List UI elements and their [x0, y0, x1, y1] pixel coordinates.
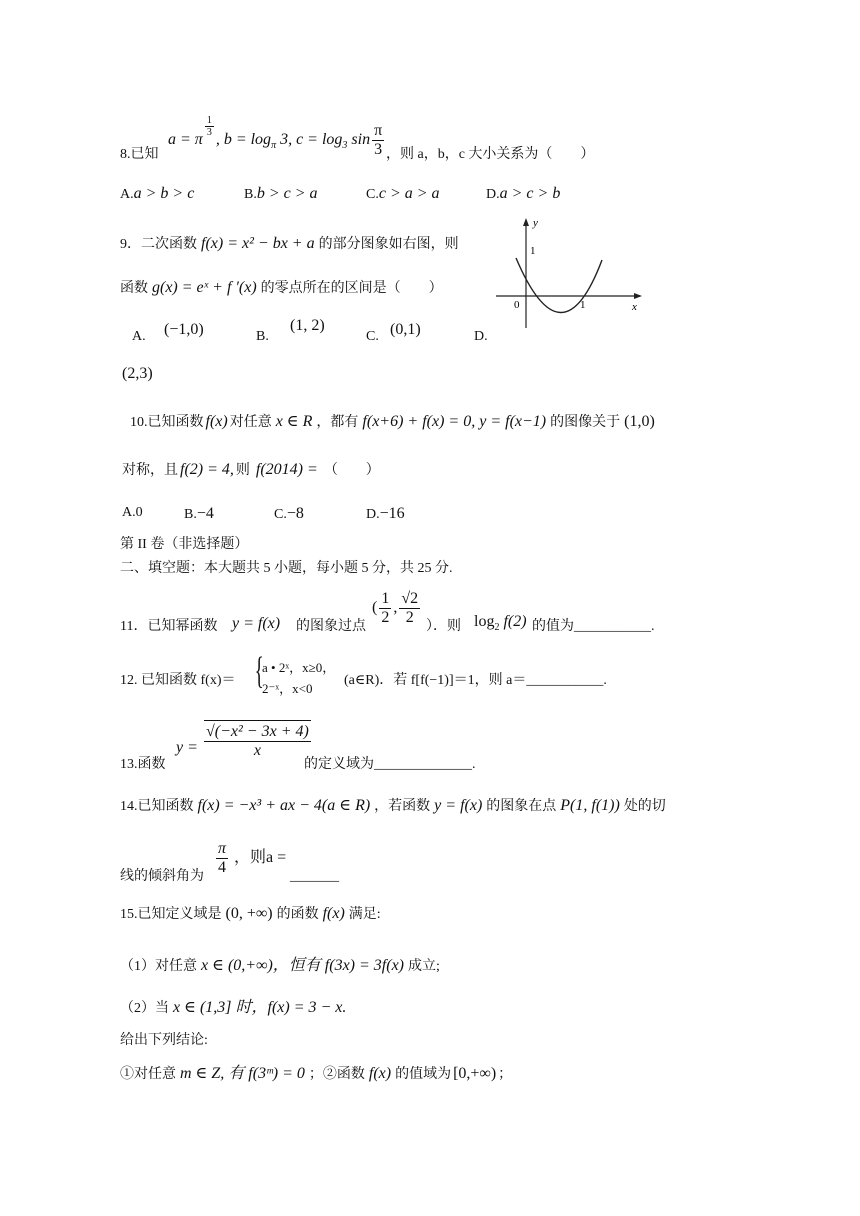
q8-expression: a = π $^{\frac{1}{3}}$ , $b = \log_\pi 3$, $c = \log_3 \sin$ $\frac{\pi}{3}$	[168, 114, 383, 158]
q9-option-d-value: (2,3)	[122, 365, 153, 382]
q12-brace: {	[254, 650, 264, 692]
q12-piecewise: a • 2ˣ，x≥0， 2⁻ˣ，x<0	[262, 660, 336, 696]
q9-option-b[interactable]: B.	[256, 329, 269, 344]
q10-line1: 10.已知函数 f(x) 对任意 x ∈ R ，都有 f(x+6) + f(x) = 0, y = f(x−1) 的图像关于 (1,0)	[130, 413, 655, 430]
q9-line1: 9．二次函数 f(x) = x² − bx + a 的部分图象如右图，则	[120, 235, 459, 252]
graph-y-label: y	[533, 217, 538, 229]
q15-results: ①对任意 m ∈ Z, 有 f(3ᵐ) = 0 ；②函数 f(x) 的值域为 [0,+∞) ；	[120, 1065, 513, 1082]
q10-option-b[interactable]: B.−4	[184, 505, 214, 522]
graph-tick-x: 1	[580, 299, 586, 311]
q9-option-c[interactable]: C.	[366, 329, 379, 344]
q9-option-c-value: (0,1)	[390, 321, 421, 338]
q9-number: 9．二次函数	[120, 237, 197, 252]
q9-option-a-value: (−1,0)	[164, 321, 204, 338]
q14-function: f(x) = −x³ + ax − 4(a ∈ R)	[197, 797, 371, 814]
q15-condition1: （1）对任意 x ∈ (0,+∞)，恒有 f(3x) = 3f(x) 成立;	[120, 957, 440, 974]
q9-line2: 函数 g(x) = eˣ + f ′(x) 的零点所在的区间是（ ）	[120, 279, 443, 296]
q13-fraction: $\frac{\text{√(−x² − 3x + 4)}}{x}$	[204, 720, 311, 759]
q8-option-d[interactable]: D.a > c > b	[486, 185, 561, 202]
q14-line1: 14.已知函数 f(x) = −x³ + ax − 4(a ∈ R) ，若函数 y = f(x) 的图象在点 P(1, f(1)) 处的切	[120, 797, 666, 814]
q15-condition2: （2）当 x ∈ (1,3] 时，f(x) = 3 − x.	[120, 999, 347, 1016]
graph-x-label: x	[632, 301, 637, 313]
graph-origin: 0	[514, 299, 520, 311]
q14-answer-blank[interactable]: _______	[290, 869, 339, 884]
graph-y-arrow	[523, 218, 529, 226]
section-title: 第 II 卷（非选择题）	[120, 537, 249, 552]
graph-tick-y: 1	[530, 245, 536, 257]
q8-option-a[interactable]: A.a > b > c	[120, 185, 195, 202]
q8-option-c[interactable]: C.c > a > a	[366, 185, 440, 202]
q9-g-function: g(x) = eˣ + f ′(x)	[152, 279, 257, 296]
q10-line2: 对称，且 f(2) = 4, 则 f(2014) = （ ）	[122, 461, 380, 478]
q9-quadratic: f(x) = x² − bx + a	[201, 235, 315, 252]
graph-parabola	[516, 258, 602, 313]
q9-option-d[interactable]: D.	[474, 329, 488, 344]
q10-option-a[interactable]: A.0	[122, 505, 143, 520]
q9-option-a[interactable]: A.	[132, 329, 146, 344]
q11-point: ( $\frac{1}{2}$ , $\frac{√2}{2}$	[372, 590, 419, 626]
q10-option-d[interactable]: D.−16	[366, 505, 405, 522]
q9-option-b-value: (1, 2)	[290, 317, 325, 334]
q8-question-tail: ，则 a，b，c 大小关系为（ ）	[386, 147, 595, 162]
q8-option-b[interactable]: B.b > c > a	[244, 185, 318, 202]
q10-condition: f(x+6) + f(x) = 0, y = f(x−1)	[362, 413, 547, 430]
q10-option-c[interactable]: C.−8	[274, 505, 304, 522]
q9-parabola-graph	[492, 212, 652, 332]
section-subtitle: 二、填空题：本大题共 5 小题，每小题 5 分，共 25 分.	[120, 561, 453, 576]
q15-line1: 15.已知定义域是 (0, +∞) 的函数 f(x) 满足:	[120, 905, 381, 922]
q8-label: 8.已知	[120, 147, 159, 162]
graph-x-arrow	[634, 293, 642, 299]
q15-given: 给出下列结论:	[120, 1033, 208, 1048]
